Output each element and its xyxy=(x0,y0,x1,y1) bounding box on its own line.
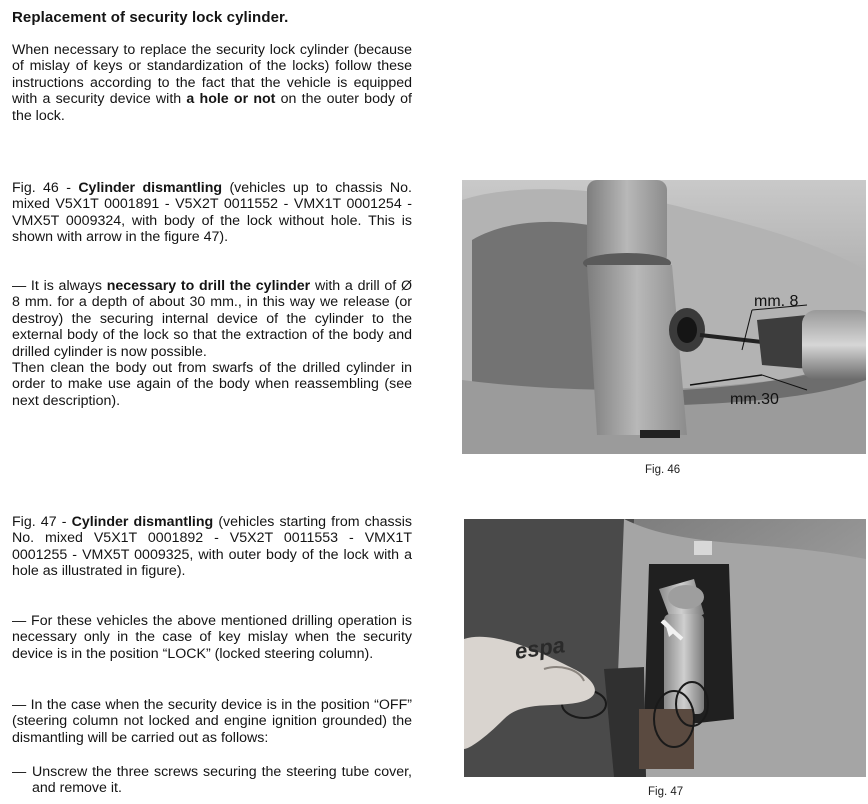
drill-text-3: Then clean the body out from swarfs of the drilled cylinder in order to make use again of the body when reassembling (see next description). xyxy=(12,360,412,409)
lock-paragraph: — For these vehicles the above mentioned drilling operation is necessary only in the case of key mislay when the security device is in the position “LOCK” (locked steering column). xyxy=(12,613,412,662)
fig46-length-label: mm.30 xyxy=(730,391,779,408)
fig47-photo xyxy=(464,519,866,777)
fig46-photo xyxy=(462,180,866,454)
bullet-dash: — xyxy=(12,764,27,780)
intro-bold: a hole or not xyxy=(186,91,276,108)
fig47-caption: Fig. 47 xyxy=(648,786,684,798)
fig46-description xyxy=(12,180,412,246)
fig47-badge-text: espa xyxy=(513,632,567,664)
intro-text-1: When necessary to replace the security lock cylinder (because of mislay of keys or standardization of the locks) follow these instructions according to the fact that the vehicle is equipped with a security device with xyxy=(12,42,412,108)
fig46-heading: Cylinder dismantling xyxy=(78,180,223,196)
drill-bold: necessary to drill the cylinder xyxy=(106,278,311,294)
fig46-depth-label: mm. 8 xyxy=(754,293,799,310)
fig46-caption: Fig. 46 xyxy=(645,464,681,476)
drill-paragraph xyxy=(12,278,412,409)
fig47-rest: (vehicles starting from chassis No. mixed V5X1T 0001892 - V5X2T 0011553 - VMX1T 0001255 - VMX5T 0009325, with outer body of the lock with a hole as illustrated in figure). xyxy=(12,514,412,580)
unscrew-text: Unscrew the three screws securing the steering tube cover, and remove it. xyxy=(32,764,412,797)
fig47-description xyxy=(12,514,412,580)
section-title: Replacement of security lock cylinder. xyxy=(12,9,289,26)
drill-text-1: — It is always xyxy=(12,278,107,294)
unscrew-step xyxy=(12,764,412,797)
off-paragraph: — In the case when the security device is in the position “OFF” (steering column not locked and engine ignition grounded) the dismantling will be carried out as follows: xyxy=(12,697,412,746)
drill-text-2: with a drill of Ø 8 mm. for a depth of about 30 mm., in this way we release (or destroy) the securing internal device of the cylinder to the external body of the lock so that the extraction of the body and drilled cylinder is now possible. xyxy=(12,278,413,360)
fig47-lead: Fig. 47 - xyxy=(12,514,72,530)
fig46-lead: Fig. 46 - xyxy=(12,180,79,196)
intro-paragraph xyxy=(12,42,412,124)
fig46-rest: (vehicles up to chassis No. mixed V5X1T 0001891 - V5X2T 0011552 - VMX1T 0001254 - VMX5T 0009324, with body of the lock without hole. This is shown with arrow in the figure 47). xyxy=(12,180,412,246)
intro-text-2: on the outer body of the lock. xyxy=(12,91,413,124)
fig47-heading: Cylinder dismantling xyxy=(71,514,214,530)
